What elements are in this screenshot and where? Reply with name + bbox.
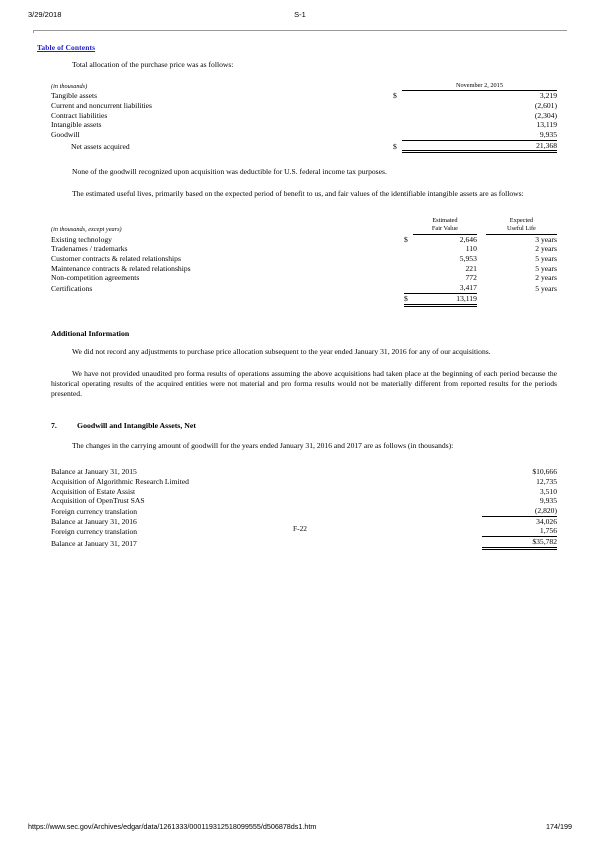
row-currency-symbol <box>393 101 402 111</box>
row-currency-symbol <box>404 273 413 283</box>
table-row <box>51 487 557 497</box>
table-row <box>51 273 557 283</box>
table-row <box>51 130 557 140</box>
row-value: $35,782 <box>482 537 557 549</box>
row-value: 3,219 <box>539 91 557 101</box>
table-row <box>51 101 557 111</box>
row-value: 12,735 <box>536 476 557 486</box>
section-7-number: 7. <box>51 420 57 430</box>
table-header-row-line2 <box>51 225 557 234</box>
row-value: 9,935 <box>402 130 557 140</box>
useful-life-header-line1: Expected <box>509 217 534 225</box>
print-header-date: 3/29/2018 <box>28 10 62 19</box>
fair-value-header-line2: Fair Value <box>413 225 477 234</box>
row-fair-value: 3,417 <box>413 283 477 293</box>
row-currency-symbol <box>404 254 413 264</box>
table-header-row-line1 <box>51 217 557 225</box>
row-currency-symbol <box>393 130 402 140</box>
row-value: 1,756 <box>482 526 557 536</box>
row-label: Tangible assets <box>51 91 98 101</box>
row-fair-value: 221 <box>465 263 477 273</box>
section-7-heading-row <box>51 421 557 431</box>
table-header-row <box>51 82 557 91</box>
row-label: Current and noncurrent liabilities <box>51 100 153 110</box>
row-currency-symbol <box>404 244 413 254</box>
useful-lives-paragraph: The estimated useful lives, primarily based on the expected period of benefit to us, and fair values of the identifiable intangible assets are as follows: <box>72 189 524 199</box>
row-fair-value: 772 <box>465 273 477 283</box>
row-useful-life: 5 years <box>535 263 557 273</box>
row-useful-life: 5 years <box>535 283 557 293</box>
goodwill-rollforward-table <box>51 467 557 550</box>
row-value: 9,935 <box>539 496 557 506</box>
row-value: $10,666 <box>532 467 557 477</box>
print-footer-url: https://www.sec.gov/Archives/edgar/data/1261333/000119312518099555/d506878ds1.htm <box>28 822 317 831</box>
row-fair-value: 2,646 <box>459 234 477 244</box>
row-useful-life: 2 years <box>535 273 557 283</box>
row-label: Customer contracts & related relationships <box>51 253 181 263</box>
fair-value-header-line1: Estimated <box>432 217 458 225</box>
table-row <box>51 111 557 121</box>
row-value: 34,026 <box>536 516 557 526</box>
row-value: (2,304) <box>534 110 557 120</box>
table-row <box>51 477 557 487</box>
additional-information-paragraph-1: We did not record any adjustments to purchase price allocation subsequent to the year ended January 31, 2016 for any of our acquisitions. <box>72 346 491 356</box>
row-currency-symbol: $ <box>392 142 397 152</box>
table-of-contents-link[interactable]: Table of Contents <box>37 43 96 52</box>
row-label: Existing technology <box>51 234 112 244</box>
row-label: Acquisition of Estate Assist <box>51 486 136 496</box>
goodwill-tax-paragraph: None of the goodwill recognized upon acquisition was deductible for U.S. federal income tax purposes. <box>72 167 387 177</box>
table-row <box>51 283 557 293</box>
row-label: Balance at January 31, 2017 <box>51 538 137 548</box>
additional-information-paragraph-2: We have not provided unaudited pro forma results of operations assuming the above acquisitions had taken place at the beginning of each period because the historical operating results of the acquired entities were not material and pro forma results would not be materially different from reported results for the periods presented. <box>51 368 557 398</box>
browser-print-footer <box>0 822 600 834</box>
row-value: 3,510 <box>539 486 557 496</box>
additional-information-heading: Additional Information <box>51 328 130 338</box>
row-value: 13,119 <box>536 120 557 130</box>
row-useful-life: 5 years <box>535 253 557 263</box>
row-fair-value: 110 <box>465 244 477 254</box>
row-fair-value: 5,953 <box>459 253 477 263</box>
row-label: Acquisition of OpenTrust SAS <box>51 496 145 506</box>
section-7-heading: Goodwill and Intangible Assets, Net <box>77 420 196 430</box>
row-value: 21,368 <box>402 140 557 152</box>
page-number: F-22 <box>293 524 307 533</box>
intangibles-unit-note: (in thousands, except years) <box>51 225 122 233</box>
print-header-title: S-1 <box>294 10 306 19</box>
row-label: Balance at January 31, 2015 <box>51 467 137 477</box>
row-currency-symbol <box>393 111 402 121</box>
total-fair-value: 13,119 <box>413 293 477 305</box>
header-divider <box>33 30 567 31</box>
table-row <box>51 506 557 516</box>
row-value: (2,601) <box>534 100 557 110</box>
row-currency-symbol <box>404 264 413 274</box>
row-label: Non-competition agreements <box>51 273 140 283</box>
table-row <box>51 120 557 130</box>
table-row <box>51 244 557 254</box>
intro-paragraph: Total allocation of the purchase price was as follows: <box>72 60 234 69</box>
row-useful-life: 3 years <box>535 234 557 244</box>
row-label: Net assets acquired <box>71 142 130 152</box>
row-currency-symbol <box>404 283 413 293</box>
table-row <box>51 264 557 274</box>
print-footer-page-counter: 174/199 <box>546 822 572 831</box>
row-label: Balance at January 31, 2016 <box>51 516 137 526</box>
row-useful-life: 2 years <box>535 244 557 254</box>
purchase-price-unit-note: (in thousands) <box>51 82 88 90</box>
row-label <box>51 293 395 305</box>
table-total-row <box>51 140 557 152</box>
purchase-price-column-header: November 2, 2015 <box>402 82 557 91</box>
useful-life-header-line2: Useful Life <box>486 225 557 234</box>
browser-print-header <box>0 10 600 22</box>
purchase-price-allocation-table <box>51 82 557 153</box>
row-value: (2,820) <box>482 506 557 516</box>
table-row <box>51 496 557 506</box>
row-currency-symbol <box>393 120 402 130</box>
row-label: Foreign currency translation <box>51 506 138 516</box>
header-divider-tick <box>33 30 34 33</box>
table-row <box>51 467 557 477</box>
row-label: Tradenames / trademarks <box>51 244 128 254</box>
row-label: Intangible assets <box>51 120 102 130</box>
intangible-assets-table <box>51 217 557 306</box>
row-label: Acquisition of Algorithmic Research Limited <box>51 476 189 486</box>
row-label: Maintenance contracts & related relationships <box>51 263 191 273</box>
row-label: Foreign currency translation <box>51 526 138 536</box>
row-label: Goodwill <box>51 130 80 140</box>
row-currency-symbol: $ <box>392 91 397 101</box>
row-currency-symbol: $ <box>403 234 408 244</box>
total-currency-symbol: $ <box>404 293 413 305</box>
total-useful-life <box>486 293 557 305</box>
row-label: Contract liabilities <box>51 110 108 120</box>
document-content <box>51 60 557 550</box>
row-label: Certifications <box>51 283 93 293</box>
table-total-row <box>51 293 557 305</box>
section-7-paragraph: The changes in the carrying amount of goodwill for the years ended January 31, 2016 and 2017 are as follows (in thousands): <box>72 441 454 451</box>
table-row <box>51 234 557 244</box>
table-row <box>51 254 557 264</box>
table-total-row <box>51 537 557 549</box>
table-row <box>51 91 557 101</box>
